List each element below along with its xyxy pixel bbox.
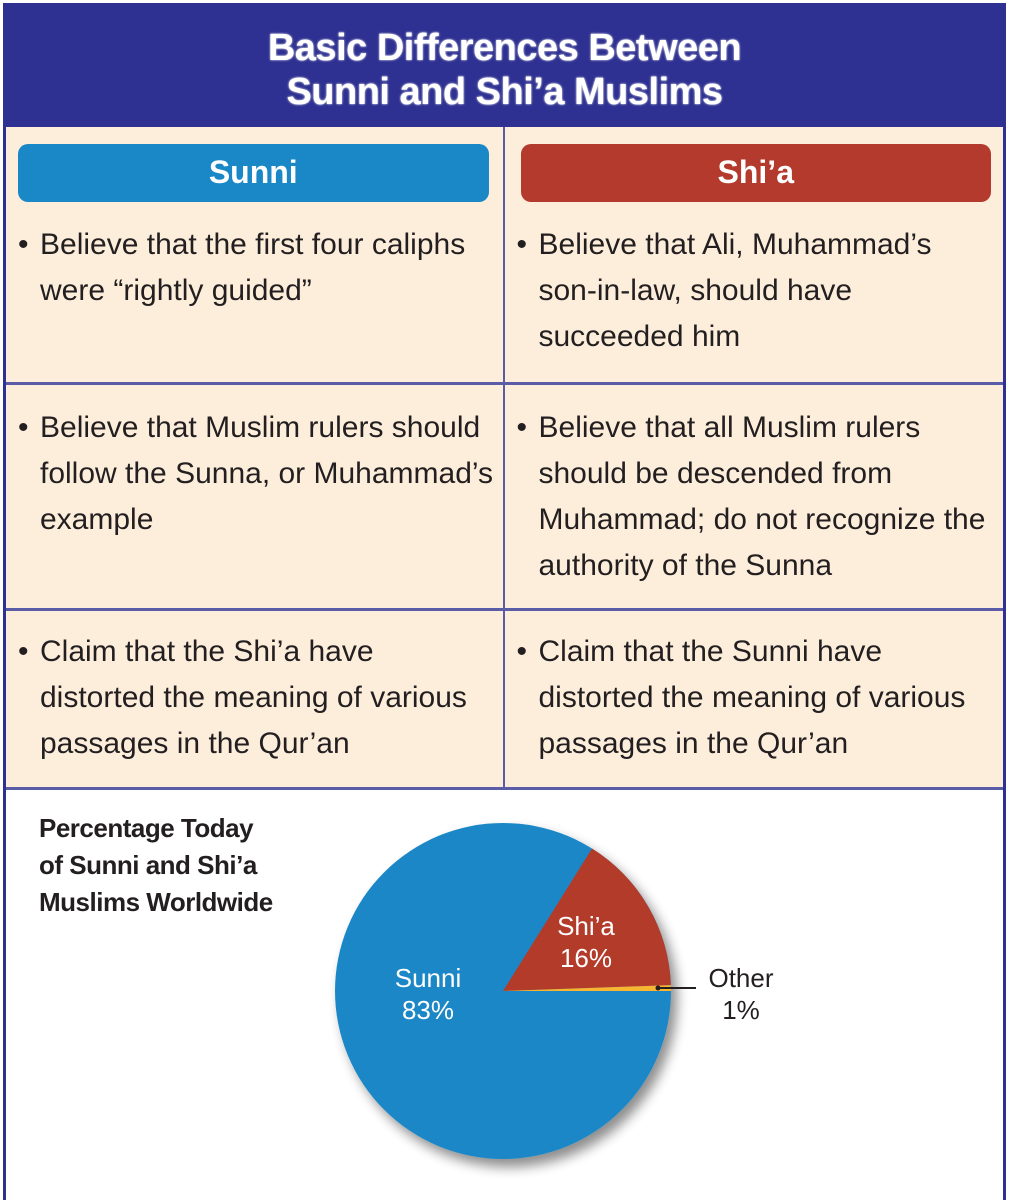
sunni-column-header: Sunni [18,144,489,202]
shia-point-2 [505,405,1004,589]
chart-title-line-1: Percentage Today [39,813,254,843]
shia-cell-1 [505,127,1004,382]
table-row-3 [6,611,1003,790]
sunni-cell-3 [6,611,505,787]
sunni-point-2-text: Believe that Muslim rulers should follow the Sunna, or Muhammad’s example [40,411,494,536]
other-name-label: Other [708,963,774,993]
bullet-icon: • [18,635,29,668]
shia-point-3 [505,629,1004,767]
sunni-point-3-text: Claim that the Shi’a have distorted the meaning of various passages in the Qur’an [40,635,467,760]
shia-cell-2 [505,385,1004,608]
comparison-table [6,127,1003,790]
chart-title-line-2: of Sunni and Shi’a [39,850,257,880]
bullet-icon: • [18,228,29,261]
bullet-icon: • [18,411,29,444]
shia-column-header: Shi’a [521,144,992,202]
chart-title-line-3: Muslims Worldwide [39,887,273,917]
sunni-cell-1 [6,127,505,382]
card-title [6,6,1003,114]
sunni-point-1 [6,222,503,314]
sunni-point-2 [6,405,503,543]
shia-name-label: Shi’a [557,911,615,941]
shia-point-3-text: Claim that the Sunni have distorted the meaning of various passages in the Qur’an [538,635,966,760]
shia-slice-label [546,910,626,974]
sunni-pct-label: 83% [401,995,455,1025]
title-line-1: Basic Differences Between [267,27,742,69]
shia-pct-label: 16% [559,943,613,973]
sunni-point-3 [6,629,503,767]
pie-chart-section [6,784,1003,1204]
table-row-header-and-1 [6,127,1003,385]
bullet-icon: • [516,635,528,668]
sunni-name-label: Sunni [394,963,462,993]
other-slice-label [696,962,786,1026]
other-leader-dot [656,986,661,991]
table-row-2 [6,385,1003,611]
shia-point-1 [505,222,1004,360]
shia-cell-3 [505,611,1004,787]
card-header [6,6,1003,127]
title-line-2: Sunni and Shi’a Muslims [286,71,723,113]
bullet-icon: • [516,228,528,261]
sunni-point-1-text: Believe that the first four caliphs were “rightly guided” [40,228,466,307]
comparison-card [3,3,1006,1200]
other-pct-label: 1% [722,995,760,1025]
bullet-icon: • [516,411,528,444]
sunni-cell-2 [6,385,505,608]
pie-chart [6,784,1006,1204]
sunni-slice-label [378,962,478,1026]
shia-point-2-text: Believe that all Muslim rulers should be descended from Muhammad; do not recognize the authority of the Sunna [538,411,986,582]
shia-point-1-text: Believe that Ali, Muhammad’s son-in-law, should have succeeded him [538,228,932,353]
